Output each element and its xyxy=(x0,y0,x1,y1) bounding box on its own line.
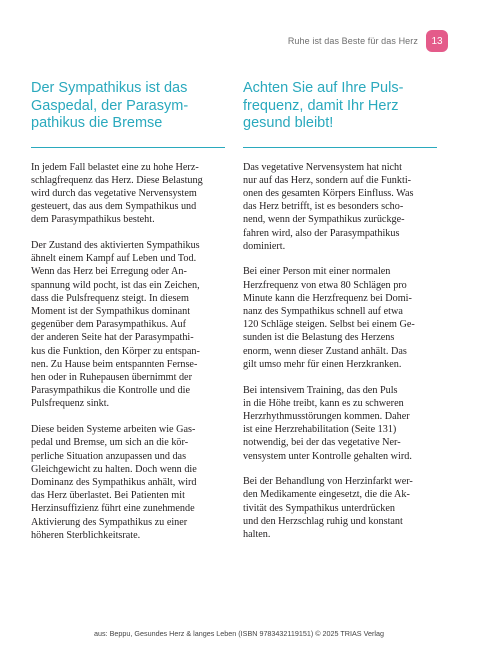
heading-line: Achten Sie auf Ihre Puls- xyxy=(243,80,404,96)
text-line: gegenüber dem Parasympathikus. Auf xyxy=(31,319,187,331)
text-line: Moment ist der Sympathikus dominant xyxy=(31,306,191,318)
heading-line: Der Sympathikus ist das xyxy=(31,80,188,96)
text-line: ist eine Herzrehabilitation (Seite 131) xyxy=(243,424,397,436)
text-line: perliche Situation anzupassen und das xyxy=(31,450,187,462)
text-line: wird durch das vegetative Nervensystem xyxy=(31,187,197,199)
text-line: halten. xyxy=(243,529,271,541)
body-paragraph xyxy=(243,475,437,541)
heading-line: pathikus die Bremse xyxy=(31,115,163,131)
text-line: Bei einer Person mit einer normalen xyxy=(243,266,391,278)
text-line: schlagfrequenz das Herz. Diese Belastung xyxy=(31,174,203,186)
text-line: spannung wild pocht, ist das ein Zeichen, xyxy=(31,279,200,291)
text-line: Das vegetative Nervensystem hat nicht xyxy=(243,161,402,173)
text-line: nen. Zu Hause beim entspannten Fernse- xyxy=(31,358,198,370)
text-line: Aktivierung des Sympathikus zu einer xyxy=(31,516,188,528)
text-line: fahren wird, also der Parasympathikus xyxy=(243,227,400,239)
body-paragraph xyxy=(243,265,437,371)
body-paragraph xyxy=(31,239,225,411)
text-line: tivität des Sympathikus unterdrücken xyxy=(243,502,395,514)
text-line: Parasympathikus die Kontrolle und die xyxy=(31,385,191,397)
text-line: und den Herzschlag ruhig und konstant xyxy=(243,515,403,527)
text-line: hen oder in Ruhepausen übernimmt der xyxy=(31,372,192,384)
text-line: dem Parasympathikus besteht. xyxy=(31,214,155,226)
body-paragraph xyxy=(243,384,437,463)
text-line: den Medikamente eingesetzt, die die Ak- xyxy=(243,489,410,501)
text-line: gesteuert, das aus dem Sympathikus und xyxy=(31,201,197,213)
right-column-body xyxy=(243,161,437,542)
text-line: Pulsfrequenz sinkt. xyxy=(31,398,110,410)
text-line: das Herz betrifft, ist es besonders scho- xyxy=(243,201,404,213)
body-paragraph xyxy=(31,423,225,542)
text-line: Herzfrequenz von etwa 80 Schlägen pro xyxy=(243,279,407,291)
text-line: Bei intensivem Training, das den Puls xyxy=(243,384,398,396)
text-line: onen des gesamten Körpers Einfluss. Was xyxy=(243,187,414,199)
text-line: Minute kann die Herzfrequenz bei Domi- xyxy=(243,292,412,304)
left-column xyxy=(31,80,225,554)
text-line: in die Höhe treibt, kann es zu schweren xyxy=(243,397,404,409)
text-line: gilt umso mehr für einen Herzkranken. xyxy=(243,358,402,370)
text-line: Bei der Behandlung von Herzinfarkt wer- xyxy=(243,476,413,488)
left-column-body xyxy=(31,161,225,542)
text-line: Der Zustand des aktivierten Sympathikus xyxy=(31,240,200,252)
text-line: Gleichgewicht zu halten. Doch wenn die xyxy=(31,463,197,475)
text-line: Dominanz des Sympathikus anhält, wird xyxy=(31,476,197,488)
heading-line: gesund bleibt! xyxy=(243,115,334,131)
heading-line: frequenz, damit Ihr Herz xyxy=(243,97,399,114)
page-number-badge: 13 xyxy=(426,30,448,52)
body-paragraph xyxy=(31,161,225,227)
right-column xyxy=(243,80,437,554)
text-line: sunden ist die Belastung des Herzens xyxy=(243,332,395,344)
text-line: ähnelt einem Kampf auf Leben und Tod. xyxy=(31,253,197,265)
text-line: höheren Sterblichkeitsrate. xyxy=(31,529,141,541)
text-line: Wenn das Herz bei Erregung oder An- xyxy=(31,266,187,278)
section-heading xyxy=(243,80,437,133)
text-line: Herzinsuffizienz führt eine zunehmende xyxy=(31,503,195,515)
text-line: kus die Funktion, den Körper zu entspan- xyxy=(31,345,200,357)
section-heading xyxy=(31,80,225,133)
text-line: das Herz überlastet. Bei Patienten mit xyxy=(31,490,185,502)
page-header xyxy=(288,30,448,52)
heading-line: Gaspedal, der Parasym- xyxy=(31,97,189,114)
running-title: Ruhe ist das Beste für das Herz xyxy=(287,36,418,46)
text-line: dominiert. xyxy=(243,240,286,252)
text-line: nend, wenn der Sympathikus zurückge- xyxy=(243,214,405,226)
source-footer: aus: Beppu, Gesundes Herz & langes Leben (ISBN 9783432119151) © 2025 TRIAS Verlag xyxy=(94,629,384,638)
text-line: 120 Schläge steigen. Selbst bei einem Ge- xyxy=(243,319,415,331)
text-line: enorm, wenn dieser Zustand anhält. Das xyxy=(243,345,407,357)
text-line: nanz des Sympathikus schnell auf etwa xyxy=(243,306,403,318)
body-paragraph xyxy=(243,161,437,253)
text-line: notwendig, bei der das vegetative Ner- xyxy=(243,437,401,449)
text-line: In jedem Fall belastet eine zu hohe Herz- xyxy=(31,161,199,173)
heading-rule xyxy=(31,147,225,148)
text-line: pedal und Bremse, um sich an die kör- xyxy=(31,437,189,449)
text-line: nur auf das Herz, sondern auf die Funkti- xyxy=(243,174,412,186)
text-line: Diese beiden Systeme arbeiten wie Gas- xyxy=(31,424,196,436)
text-line: Herzrhythmusstörungen kommen. Daher xyxy=(243,410,410,422)
text-line: der anderen Seite hat der Parasympathi- xyxy=(31,332,194,344)
text-line: dass die Pulsfrequenz steigt. In diesem xyxy=(31,292,189,304)
heading-rule xyxy=(243,147,437,148)
text-line: vensystem unter Kontrolle gehalten wird. xyxy=(243,450,412,462)
